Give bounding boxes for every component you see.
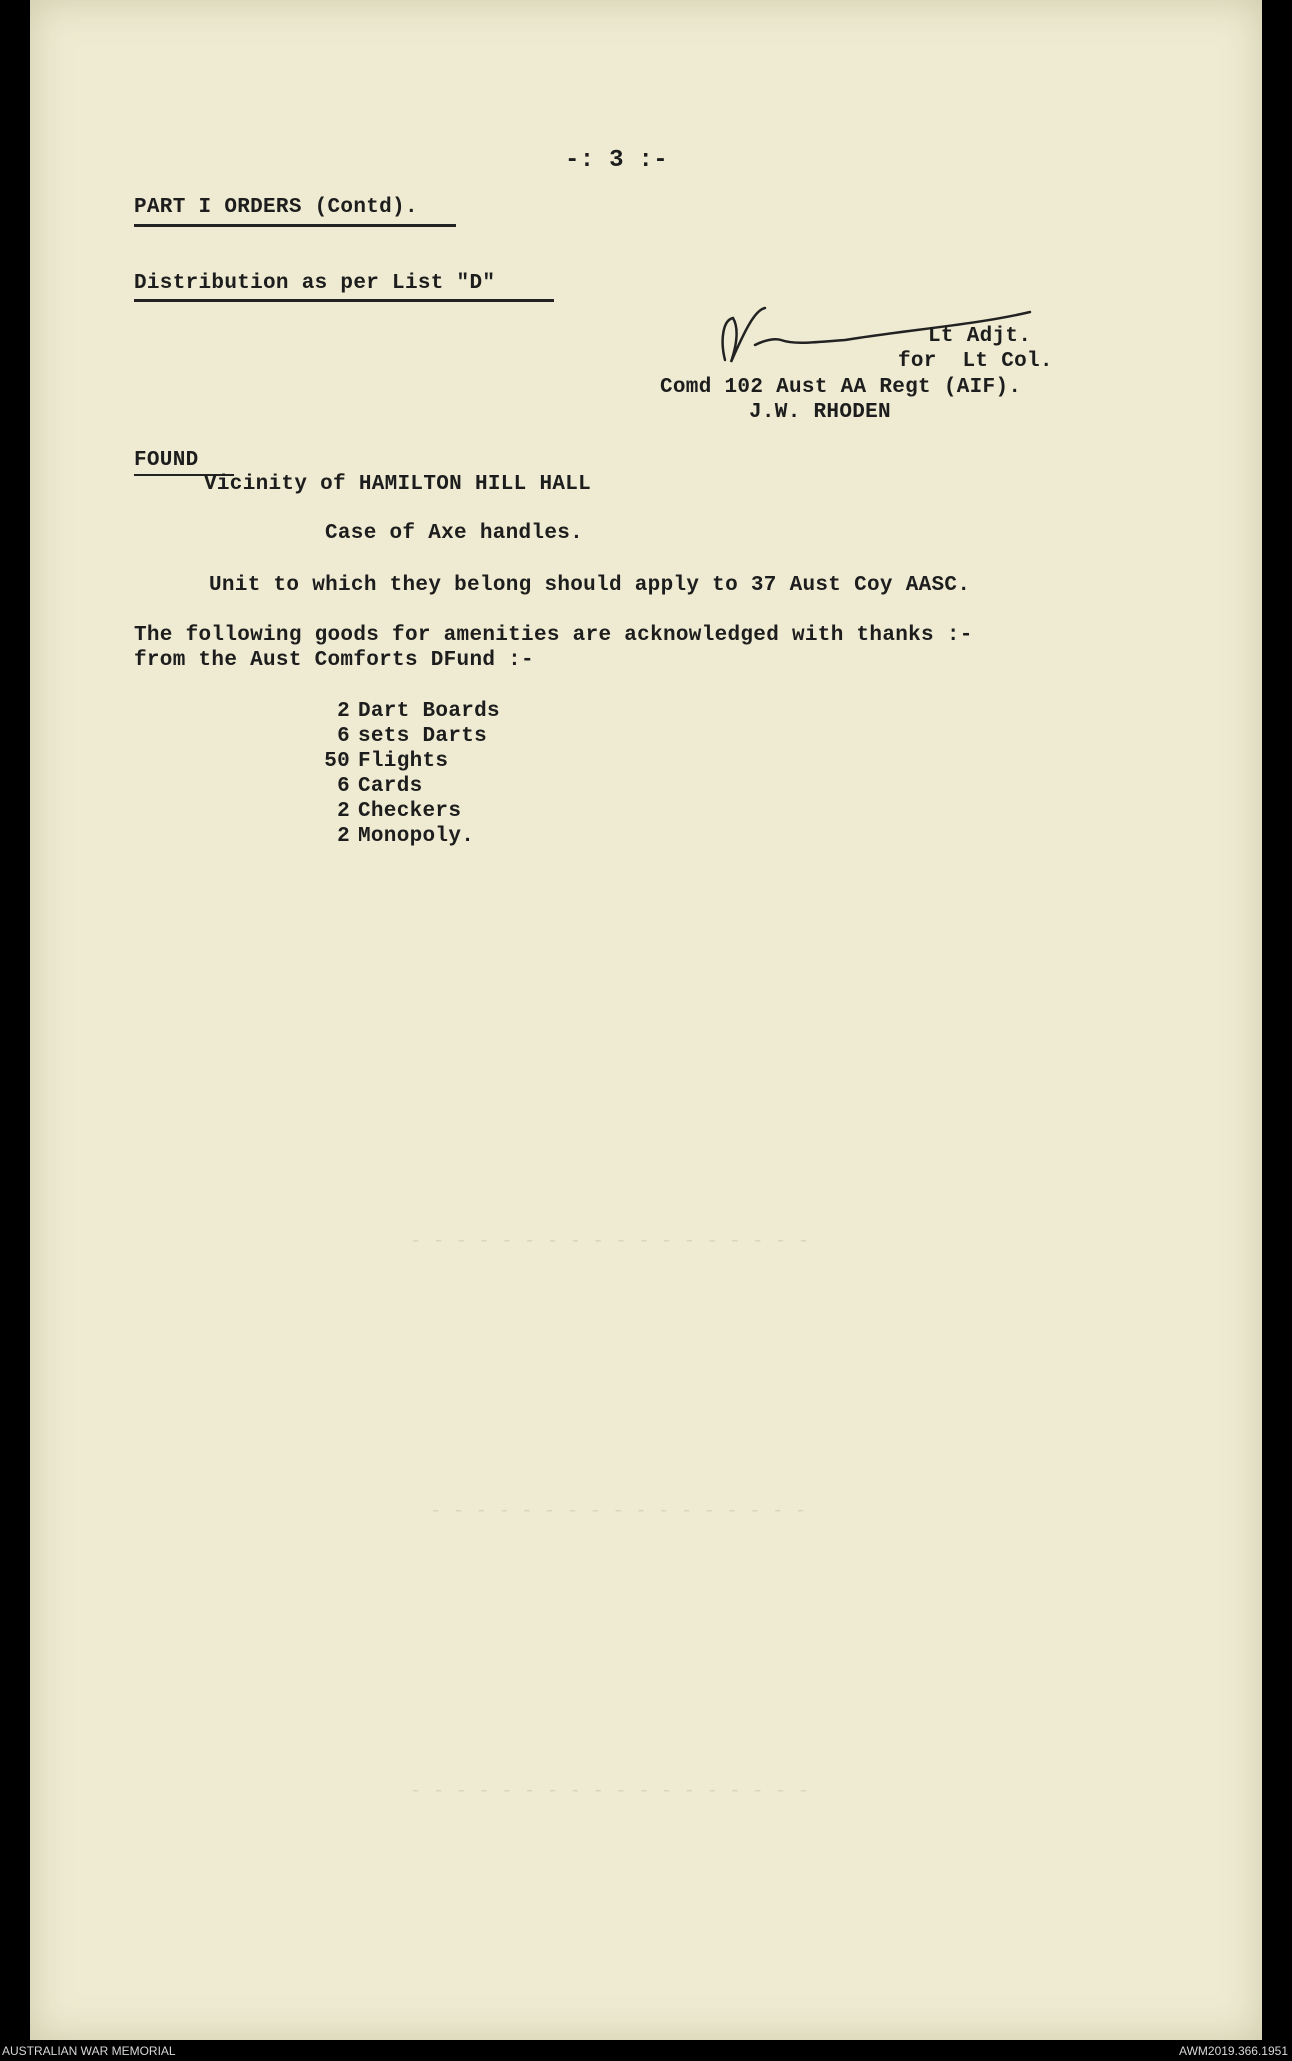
orders-heading: PART I ORDERS (Contd). [134,196,418,219]
item-name: Flights [358,750,449,773]
item-qty: 6 [337,725,350,748]
item-qty: 2 [337,700,350,723]
bleed-through-text: - - - - - - - - - - - - - - - - - [430,1500,807,1522]
bleed-through-text: - - - - - - - - - - - - - - - - - - [410,1230,810,1252]
item-qty: 2 [337,825,350,848]
item-name: sets Darts [358,725,488,748]
document-page [30,0,1262,2040]
item-name: Dart Boards [358,700,500,723]
item-qty: 6 [337,775,350,798]
footer-reference: AWM2019.366.1951 [1179,2044,1288,2058]
amenities-intro: The following goods for amenities are acknowledged with thanks :- [134,624,973,647]
item-qty: 2 [337,800,350,823]
amenities-source: from the Aust Comforts DFund :- [134,649,534,672]
item-name: Checkers [358,800,462,823]
distribution-underline [134,299,554,302]
found-item: Case of Axe handles. [325,522,584,545]
heading-underline [134,224,456,227]
signature-for: for Lt Col. [898,350,1053,373]
signature-role: Lt Adjt. [928,325,1032,348]
item-name: Cards [358,775,423,798]
signature-name: J.W. RHODEN [749,401,891,424]
signature-unit: Comd 102 Aust AA Regt (AIF). [660,376,1022,399]
found-label: FOUND [134,449,199,472]
distribution-line: Distribution as per List "D" [134,272,496,295]
found-location: Vicinity of HAMILTON HILL HALL [204,473,592,496]
footer-archive: AUSTRALIAN WAR MEMORIAL [2,2044,176,2058]
bleed-through-text: - - - - - - - - - - - - - - - - - - [410,1780,810,1802]
item-qty: 50 [324,750,350,773]
item-name: Monopoly. [358,825,475,848]
page-number: -: 3 :- [565,147,668,174]
found-instruction: Unit to which they belong should apply to 37 Aust Coy AASC. [209,574,971,597]
